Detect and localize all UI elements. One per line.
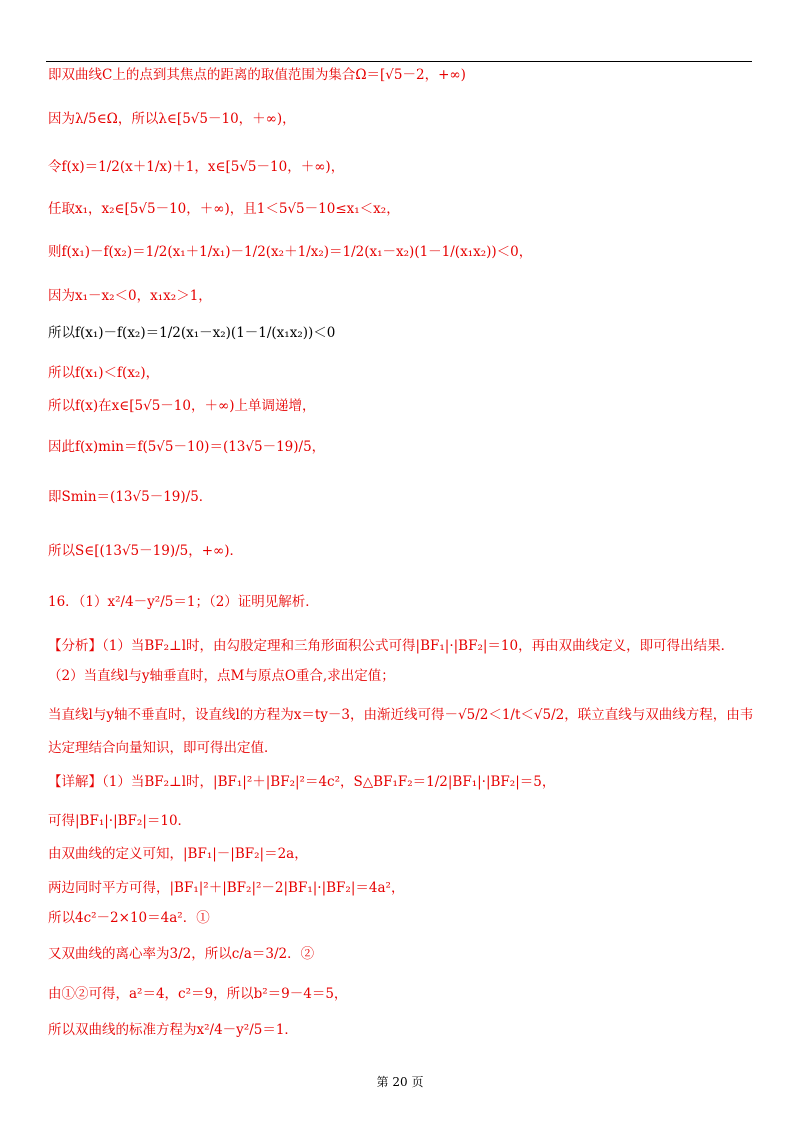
line-1: 即双曲线C上的点到其焦点的距离的取值范围为集合Ω＝[√5－2，+∞) xyxy=(48,67,466,83)
line-18: 【详解】（1）当BF₂⊥l时，|BF₁|²＋|BF₂|²＝4c²，S△BF₁F₂＝1/2|BF₁|·|BF₂|＝5， xyxy=(48,774,556,790)
line-13: 16．（1）x²/4－y²/5＝1；（2）证明见解析． xyxy=(48,594,319,610)
line-21: 两边同时平方可得，|BF₁|²＋|BF₂|²－2|BF₁|·|BF₂|＝4a²， xyxy=(48,880,405,896)
line-8: 所以f(x₁)＜f(x₂)， xyxy=(48,365,160,381)
line-17: 达定理结合向量知识，即可得出定值． xyxy=(48,740,278,756)
line-9: 所以f(x)在x∈[5√5－10，＋∞)上单调递增， xyxy=(48,398,316,414)
line-22: 所以4c²－2×10＝4a²．① xyxy=(48,910,210,926)
line-7: 所以f(x₁)－f(x₂)＝1/2(x₁－x₂)(1－1/(x₁x₂))＜0 xyxy=(48,325,336,341)
line-19: 可得|BF₁|·|BF₂|＝10． xyxy=(48,813,192,829)
line-3: 令f(x)＝1/2(x＋1/x)＋1，x∈[5√5－10，＋∞)， xyxy=(48,159,345,175)
line-11: 即Smin＝(13√5－19)/5． xyxy=(48,489,213,505)
line-20: 由双曲线的定义可知，|BF₁|－|BF₂|＝2a， xyxy=(48,846,308,862)
line-4: 任取x₁，x₂∈[5√5－10，＋∞)，且1＜5√5－10≤x₁＜x₂， xyxy=(48,201,400,217)
line-16: 当直线l与y轴不垂直时，设直线l的方程为x＝ty－3，由渐近线可得－√5/2＜1/t＜√5/2，联立直线与双曲线方程，由韦 xyxy=(48,707,754,723)
line-5: 则f(x₁)－f(x₂)＝1/2(x₁＋1/x₁)－1/2(x₂＋1/x₂)＝1/2(x₁－x₂)(1－1/(x₁x₂))＜0， xyxy=(48,244,533,260)
line-24: 由①②可得，a²＝4，c²＝9，所以b²＝9－4＝5， xyxy=(48,986,348,1002)
line-12: 所以S∈[(13√5－19)/5，+∞)． xyxy=(48,543,244,559)
line-15: （2）当直线l与y轴垂直时，点M与原点O重合,求出定值； xyxy=(48,668,395,684)
line-2: 因为λ/5∈Ω，所以λ∈[5√5－10，＋∞)， xyxy=(48,111,296,127)
line-10: 因此f(x)min＝f(5√5－10)＝(13√5－19)/5， xyxy=(48,439,326,455)
page-number: 第 20 页 xyxy=(376,1075,424,1089)
line-6: 因为x₁－x₂＜0，x₁x₂＞1， xyxy=(48,288,212,304)
line-23: 又双曲线的离心率为3/2，所以c/a＝3/2．② xyxy=(48,946,315,962)
line-14: 【分析】（1）当BF₂⊥l时，由勾股定理和三角形面积公式可得|BF₁|·|BF₂|＝10，再由双曲线定义，即可得出结果． xyxy=(48,638,735,654)
header-rule xyxy=(46,61,752,62)
line-25: 所以双曲线的标准方程为x²/4－y²/5＝1． xyxy=(48,1022,298,1038)
